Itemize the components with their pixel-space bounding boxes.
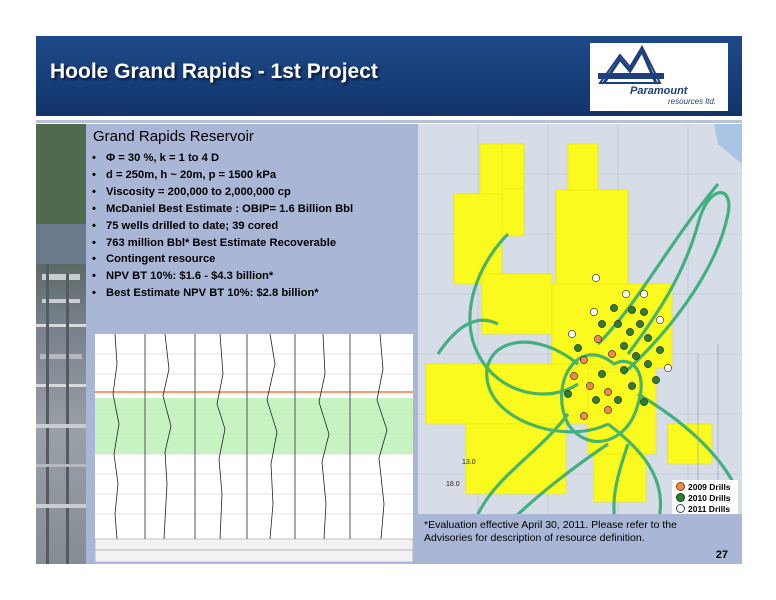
- reservoir-bullet-list: [86, 150, 418, 302]
- logo-subtitle: resources ltd.: [668, 97, 717, 106]
- bullet-npv-range: • NPV BT 10%: $1.6 - $4.3 billion*: [86, 268, 418, 285]
- contour-label-13: 13.0: [462, 459, 476, 466]
- bullet-recoverable: • 763 million Bbl* Best Estimate Recoverable: [86, 235, 418, 252]
- legend-2011-dot: [676, 504, 685, 513]
- bullet-depth: • d = 250m, h ~ 20m, p = 1500 kPa: [86, 167, 418, 184]
- legend-2009: 2009 Drills: [676, 482, 731, 492]
- header-divider-shadow: [36, 120, 742, 123]
- paramount-logo: [590, 43, 728, 111]
- bullet-viscosity: • Viscosity = 200,000 to 2,000,000 cp: [86, 184, 418, 201]
- well-log-image: [95, 334, 413, 562]
- bullet-recoverable-cont: • Contingent resource: [86, 251, 418, 268]
- slide: [36, 36, 742, 564]
- slide-header: [36, 36, 742, 116]
- contour-label-18: 18.0: [446, 481, 460, 488]
- footnote-box: [418, 514, 742, 564]
- legend-2011: 2011 Drills: [676, 504, 730, 514]
- reservoir-heading: Grand Rapids Reservoir: [93, 128, 254, 145]
- page-number: 27: [715, 549, 728, 561]
- evaluation-footnote: *Evaluation effective April 30, 2011. Please refer to the Advisories for description of resource definition.: [424, 519, 677, 545]
- reservoir-panel: [86, 124, 418, 330]
- drill-legend: [672, 480, 738, 514]
- logo-name: Paramount: [630, 85, 688, 97]
- bullet-npv-best: • Best Estimate NPV BT 10%: $2.8 billion*: [86, 285, 418, 302]
- legend-2010-dot: [676, 493, 685, 502]
- slide-title: Hoole Grand Rapids - 1st Project: [50, 60, 378, 83]
- well-logs-panel: [86, 330, 418, 564]
- bullet-wells: • 75 wells drilled to date; 39 cored: [86, 218, 418, 235]
- oilsands-facility-photo: [36, 124, 86, 564]
- bullet-porosity: • Φ = 30 %, k = 1 to 4 D: [86, 150, 418, 167]
- paramount-mountain-icon: [590, 43, 728, 87]
- legend-2009-dot: [676, 482, 685, 491]
- legend-2010: 2010 Drills: [676, 493, 731, 503]
- bullet-obip: • McDaniel Best Estimate : OBIP= 1.6 Billion Bbl: [86, 201, 418, 218]
